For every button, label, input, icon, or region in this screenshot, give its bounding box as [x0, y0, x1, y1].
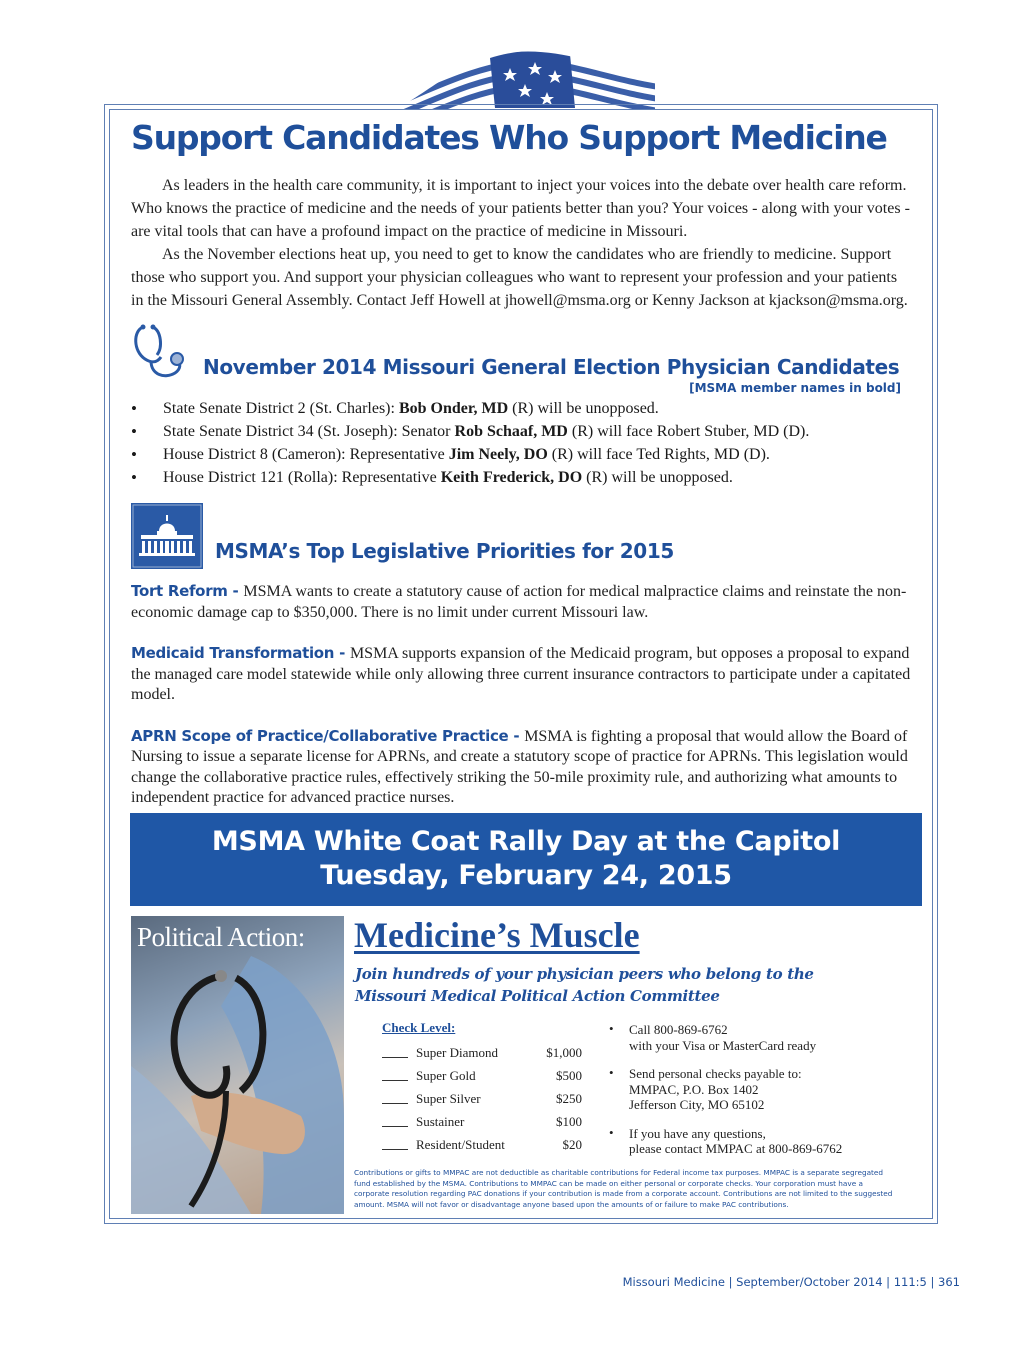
page-footer: Missouri Medicine | September/October 2014 | 111:5 | 361 [622, 1275, 960, 1289]
contact-item: • Call 800-869-6762 with your Visa or MasterCard ready [609, 1022, 909, 1053]
list-item: • State Senate District 34 (St. Joseph): Senator Rob Schaaf, MD (R) will face Robert Stuber, MD (D). [131, 420, 911, 443]
priorities-title: MSMA’s Top Legislative Priorities for 2015 [215, 539, 674, 563]
priority-tort: Tort Reform - MSMA wants to create a statutory cause of action for medical malpractice claims and reinstate the non-economic damage cap to $350,000. There is no limit under current Missouri law. [131, 582, 907, 621]
candidate-name: Jim Neely, DO [448, 446, 548, 463]
capitol-icon [131, 503, 203, 569]
intro-paragraph: As the November elections heat up, you need to get to know the candidates who are friendly to medicine. Support those who support you. And support your physician colleagues who want to represent your profession and your patients in the Missouri General Assembly. Contact Jeff Howell at jhowell@msma.org or Kenny Jackson at kjackson@msma.org. [131, 246, 908, 309]
priorities-section [131, 503, 911, 809]
pac-contact [609, 1022, 909, 1170]
contact-item: • Send personal checks payable to: MMPAC, P.O. Box 1402 Jefferson City, MO 65102 [609, 1066, 909, 1113]
priority-medicaid: Medicaid Transformation - MSMA supports expansion of the Medicaid program, but opposes a proposal to expand the managed care model statewide while only allowing three current insurance contractors to participate under a capitated model. [131, 644, 911, 703]
main-content [131, 112, 911, 809]
candidates-section [131, 323, 911, 489]
list-item: • House District 8 (Cameron): Representative Jim Neely, DO (R) will face Ted Rights, MD (D). [131, 443, 911, 466]
candidate-name: Rob Schaaf, MD [454, 423, 568, 440]
candidate-name: Bob Onder, MD [398, 400, 509, 417]
candidates-note: [MSMA member names in bold] [689, 381, 901, 395]
intro-paragraph: As leaders in the health care community, it is important to inject your voices into the debate over health care reform. Who knows the practice of medicine and the needs of your patients better than you? Your voices - along with your votes - are vital tools that can have a profound impact on the practice of medicine in Missouri. [131, 177, 910, 240]
photo-title: Political Action: [137, 922, 305, 952]
candidate-name: Keith Frederick, DO [440, 469, 583, 486]
level-row: Super Diamond $1,000 [382, 1041, 582, 1064]
rally-banner [130, 813, 922, 906]
rally-line2: Tuesday, February 24, 2015 [320, 860, 732, 891]
level-row: Super Gold $500 [382, 1064, 582, 1087]
pac-title: Medicine’s Muscle [354, 915, 640, 955]
check-levels [382, 1020, 582, 1156]
candidates-title: November 2014 Missouri General Election Physician Candidates [203, 355, 900, 379]
pac-subtitle: Join hundreds of your physician peers who belong to the Missouri Medical Political Action Committee [355, 965, 814, 1005]
stethoscope-icon [131, 323, 191, 383]
level-row: Resident/Student $20 [382, 1133, 582, 1156]
pac-photo [131, 916, 344, 1214]
contact-item: • If you have any questions, please contact MMPAC at 800-869-6762 [609, 1126, 909, 1157]
list-item: • House District 121 (Rolla): Representative Keith Frederick, DO (R) will be unopposed. [131, 466, 911, 489]
checkbox-blank [382, 1093, 408, 1104]
checkbox-blank [382, 1070, 408, 1081]
checkbox-blank [382, 1047, 408, 1058]
priority-aprn: APRN Scope of Practice/Collaborative Practice - MSMA is fighting a proposal that would allow the Board of Nursing to issue a separate license for APRNs, and create a statutory scope of practice for APRNs. This legislation would change the collaborative practice rules, effectively striking the 50-mile proximity rule, and authorizing what amounts to independent practice for advanced practice nurses. [131, 726, 908, 806]
checkbox-blank [382, 1139, 408, 1150]
intro [131, 174, 911, 312]
list-item: • State Senate District 2 (St. Charles): Bob Onder, MD (R) will be unopposed. [131, 397, 911, 420]
fine-print: Contributions or gifts to MMPAC are not deductible as charitable contributions for Federal income tax purposes. MMPAC is a separate segregated fund established by the MSMA. Contributions to MMPAC can be made on either personal or corporate checks. Your corporation must have a corporate resolution regarding PAC donations if your contribution is made from a corporate account. Contributions are not limited to the suggested amount. MSMA will not favor or disadvantage anyone based upon the amounts of or failure to make PAC contributions. [354, 1168, 893, 1209]
rally-line1: MSMA White Coat Rally Day at the Capitol [211, 826, 841, 857]
level-row: Super Silver $250 [382, 1087, 582, 1110]
checkbox-blank [382, 1116, 408, 1127]
flag-banner-icon [395, 48, 655, 110]
level-row: Sustainer $100 [382, 1110, 582, 1133]
check-level-label: Check Level: [382, 1020, 456, 1035]
page-title: Support Candidates Who Support Medicine [131, 118, 887, 157]
candidates-list [131, 397, 911, 489]
